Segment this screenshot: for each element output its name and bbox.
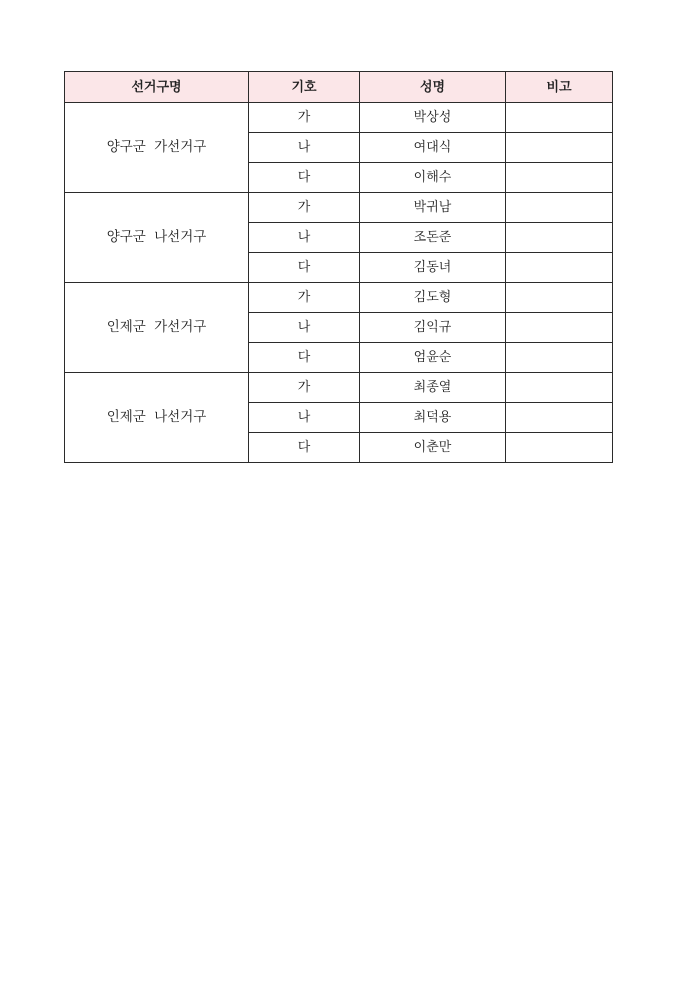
name-cell: 박귀남	[360, 193, 506, 223]
name-cell: 조돈준	[360, 223, 506, 253]
note-cell	[506, 313, 613, 343]
name-cell: 이해수	[360, 163, 506, 193]
symbol-cell: 나	[249, 223, 360, 253]
symbol-cell: 나	[249, 313, 360, 343]
symbol-cell: 가	[249, 283, 360, 313]
header-district: 선거구명	[65, 72, 249, 103]
name-cell: 최종열	[360, 373, 506, 403]
symbol-cell: 가	[249, 103, 360, 133]
name-cell: 김동녀	[360, 253, 506, 283]
symbol-cell: 가	[249, 373, 360, 403]
candidate-table	[64, 71, 613, 463]
note-cell	[506, 433, 613, 463]
name-cell: 박상성	[360, 103, 506, 133]
table-row	[65, 103, 613, 133]
name-cell: 최덕용	[360, 403, 506, 433]
note-cell	[506, 223, 613, 253]
header-symbol: 기호	[249, 72, 360, 103]
table-row	[65, 373, 613, 403]
symbol-cell: 가	[249, 193, 360, 223]
name-cell: 엄윤순	[360, 343, 506, 373]
note-cell	[506, 283, 613, 313]
note-cell	[506, 133, 613, 163]
header-note: 비고	[506, 72, 613, 103]
symbol-cell: 나	[249, 403, 360, 433]
name-cell: 이춘만	[360, 433, 506, 463]
note-cell	[506, 163, 613, 193]
note-cell	[506, 103, 613, 133]
table-row	[65, 283, 613, 313]
district-cell: 인제군 나선거구	[65, 373, 249, 463]
header-row	[65, 72, 613, 103]
table-row	[65, 193, 613, 223]
name-cell: 김도형	[360, 283, 506, 313]
note-cell	[506, 193, 613, 223]
symbol-cell: 다	[249, 163, 360, 193]
header-name: 성명	[360, 72, 506, 103]
district-cell: 양구군 가선거구	[65, 103, 249, 193]
note-cell	[506, 373, 613, 403]
district-cell: 인제군 가선거구	[65, 283, 249, 373]
note-cell	[506, 343, 613, 373]
district-cell: 양구군 나선거구	[65, 193, 249, 283]
symbol-cell: 다	[249, 343, 360, 373]
name-cell: 김익규	[360, 313, 506, 343]
symbol-cell: 나	[249, 133, 360, 163]
symbol-cell: 다	[249, 253, 360, 283]
symbol-cell: 다	[249, 433, 360, 463]
document-page	[64, 71, 613, 463]
name-cell: 여대식	[360, 133, 506, 163]
note-cell	[506, 253, 613, 283]
note-cell	[506, 403, 613, 433]
